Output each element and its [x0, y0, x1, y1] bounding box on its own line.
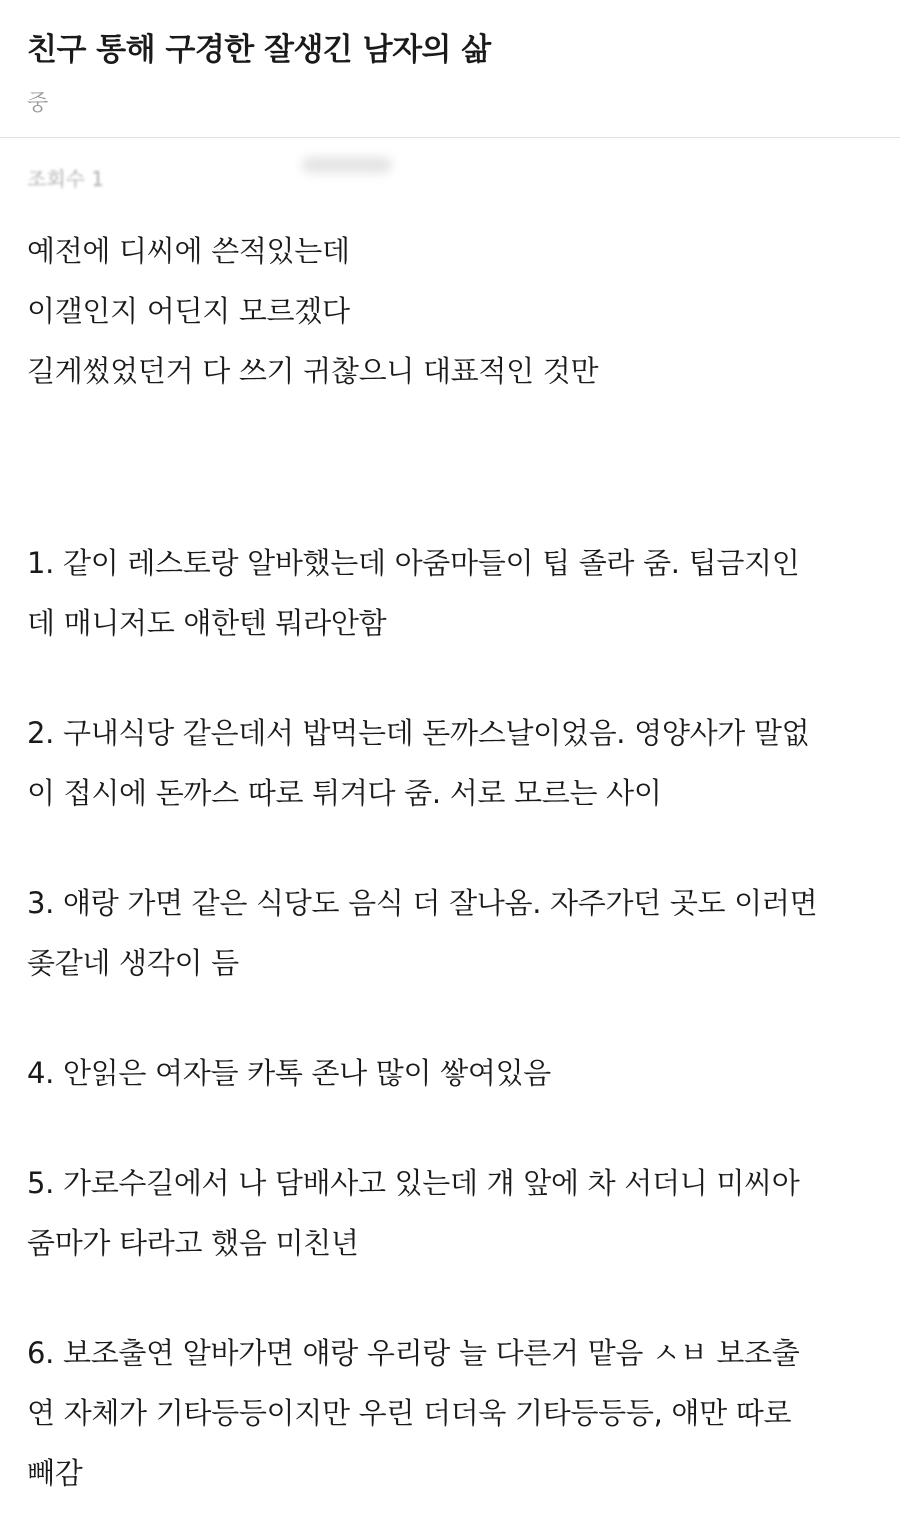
- spacer: [27, 993, 887, 1043]
- list-item-line: 빼감: [27, 1456, 83, 1490]
- intro-line: 예전에 디씨에 쓴적있는데: [27, 234, 350, 268]
- post-title: 친구 통해 구경한 잘생긴 남자의 삶: [27, 32, 491, 68]
- list-item-line: 2. 구내식당 같은데서 밥먹는데 돈까스날이었음. 영양사가 말없: [27, 716, 810, 750]
- list-item-line: 줌마가 타라고 했음 미친년: [27, 1226, 359, 1260]
- list-item-line: 5. 가로수길에서 나 담배사고 있는데 걔 앞에 차 서더니 미씨아: [27, 1166, 800, 1200]
- spacer: [27, 1273, 887, 1323]
- post-stats: [27, 163, 887, 197]
- list-item-line: 연 자체가 기타등등이지만 우린 더더욱 기타등등등, 얘만 따로: [27, 1396, 792, 1430]
- intro-line: 이갤인지 어딘지 모르겠다: [27, 294, 350, 328]
- list-item: [27, 1153, 887, 1273]
- list-item: [27, 1043, 887, 1103]
- spacer: [27, 401, 887, 533]
- list-item: [27, 1323, 887, 1503]
- post-header: [0, 0, 900, 138]
- intro-paragraph: [27, 221, 887, 401]
- list-item: [27, 703, 887, 823]
- list-item-line: 좆같네 생각이 듬: [27, 946, 239, 980]
- intro-line: 길게썼었던거 다 쓰기 귀찮으니 대표적인 것만: [27, 354, 599, 388]
- list-item: [27, 533, 887, 653]
- list-item-line: 이 접시에 돈까스 따로 튀겨다 줌. 서로 모르는 사이: [27, 776, 662, 810]
- spacer: [27, 823, 887, 873]
- post-body: [27, 221, 887, 1503]
- redaction-smudge: [302, 157, 392, 173]
- list-item-line: 6. 보조출연 알바가면 얘랑 우리랑 늘 다른거 맡음 ㅅㅂ 보조출: [27, 1336, 800, 1370]
- list-item-line: 4. 안읽은 여자들 카톡 존나 많이 쌓여있음: [27, 1056, 552, 1090]
- author-name[interactable]: 중: [27, 91, 49, 116]
- list-item-line: 3. 얘랑 가면 같은 식당도 음식 더 잘나옴. 자주가던 곳도 이러면: [27, 886, 818, 920]
- spacer: [27, 1103, 887, 1153]
- list-item: [27, 873, 887, 993]
- list-item-line: 데 매니저도 얘한텐 뭐라안함: [27, 606, 387, 640]
- redaction-mask-date: [307, 100, 482, 130]
- post-meta: [27, 86, 887, 116]
- view-count: 조회수 1: [27, 167, 105, 191]
- list-item-line: 1. 같이 레스토랑 알바했는데 아줌마들이 팁 졸라 줌. 팁금지인: [27, 546, 800, 580]
- spacer: [27, 653, 887, 703]
